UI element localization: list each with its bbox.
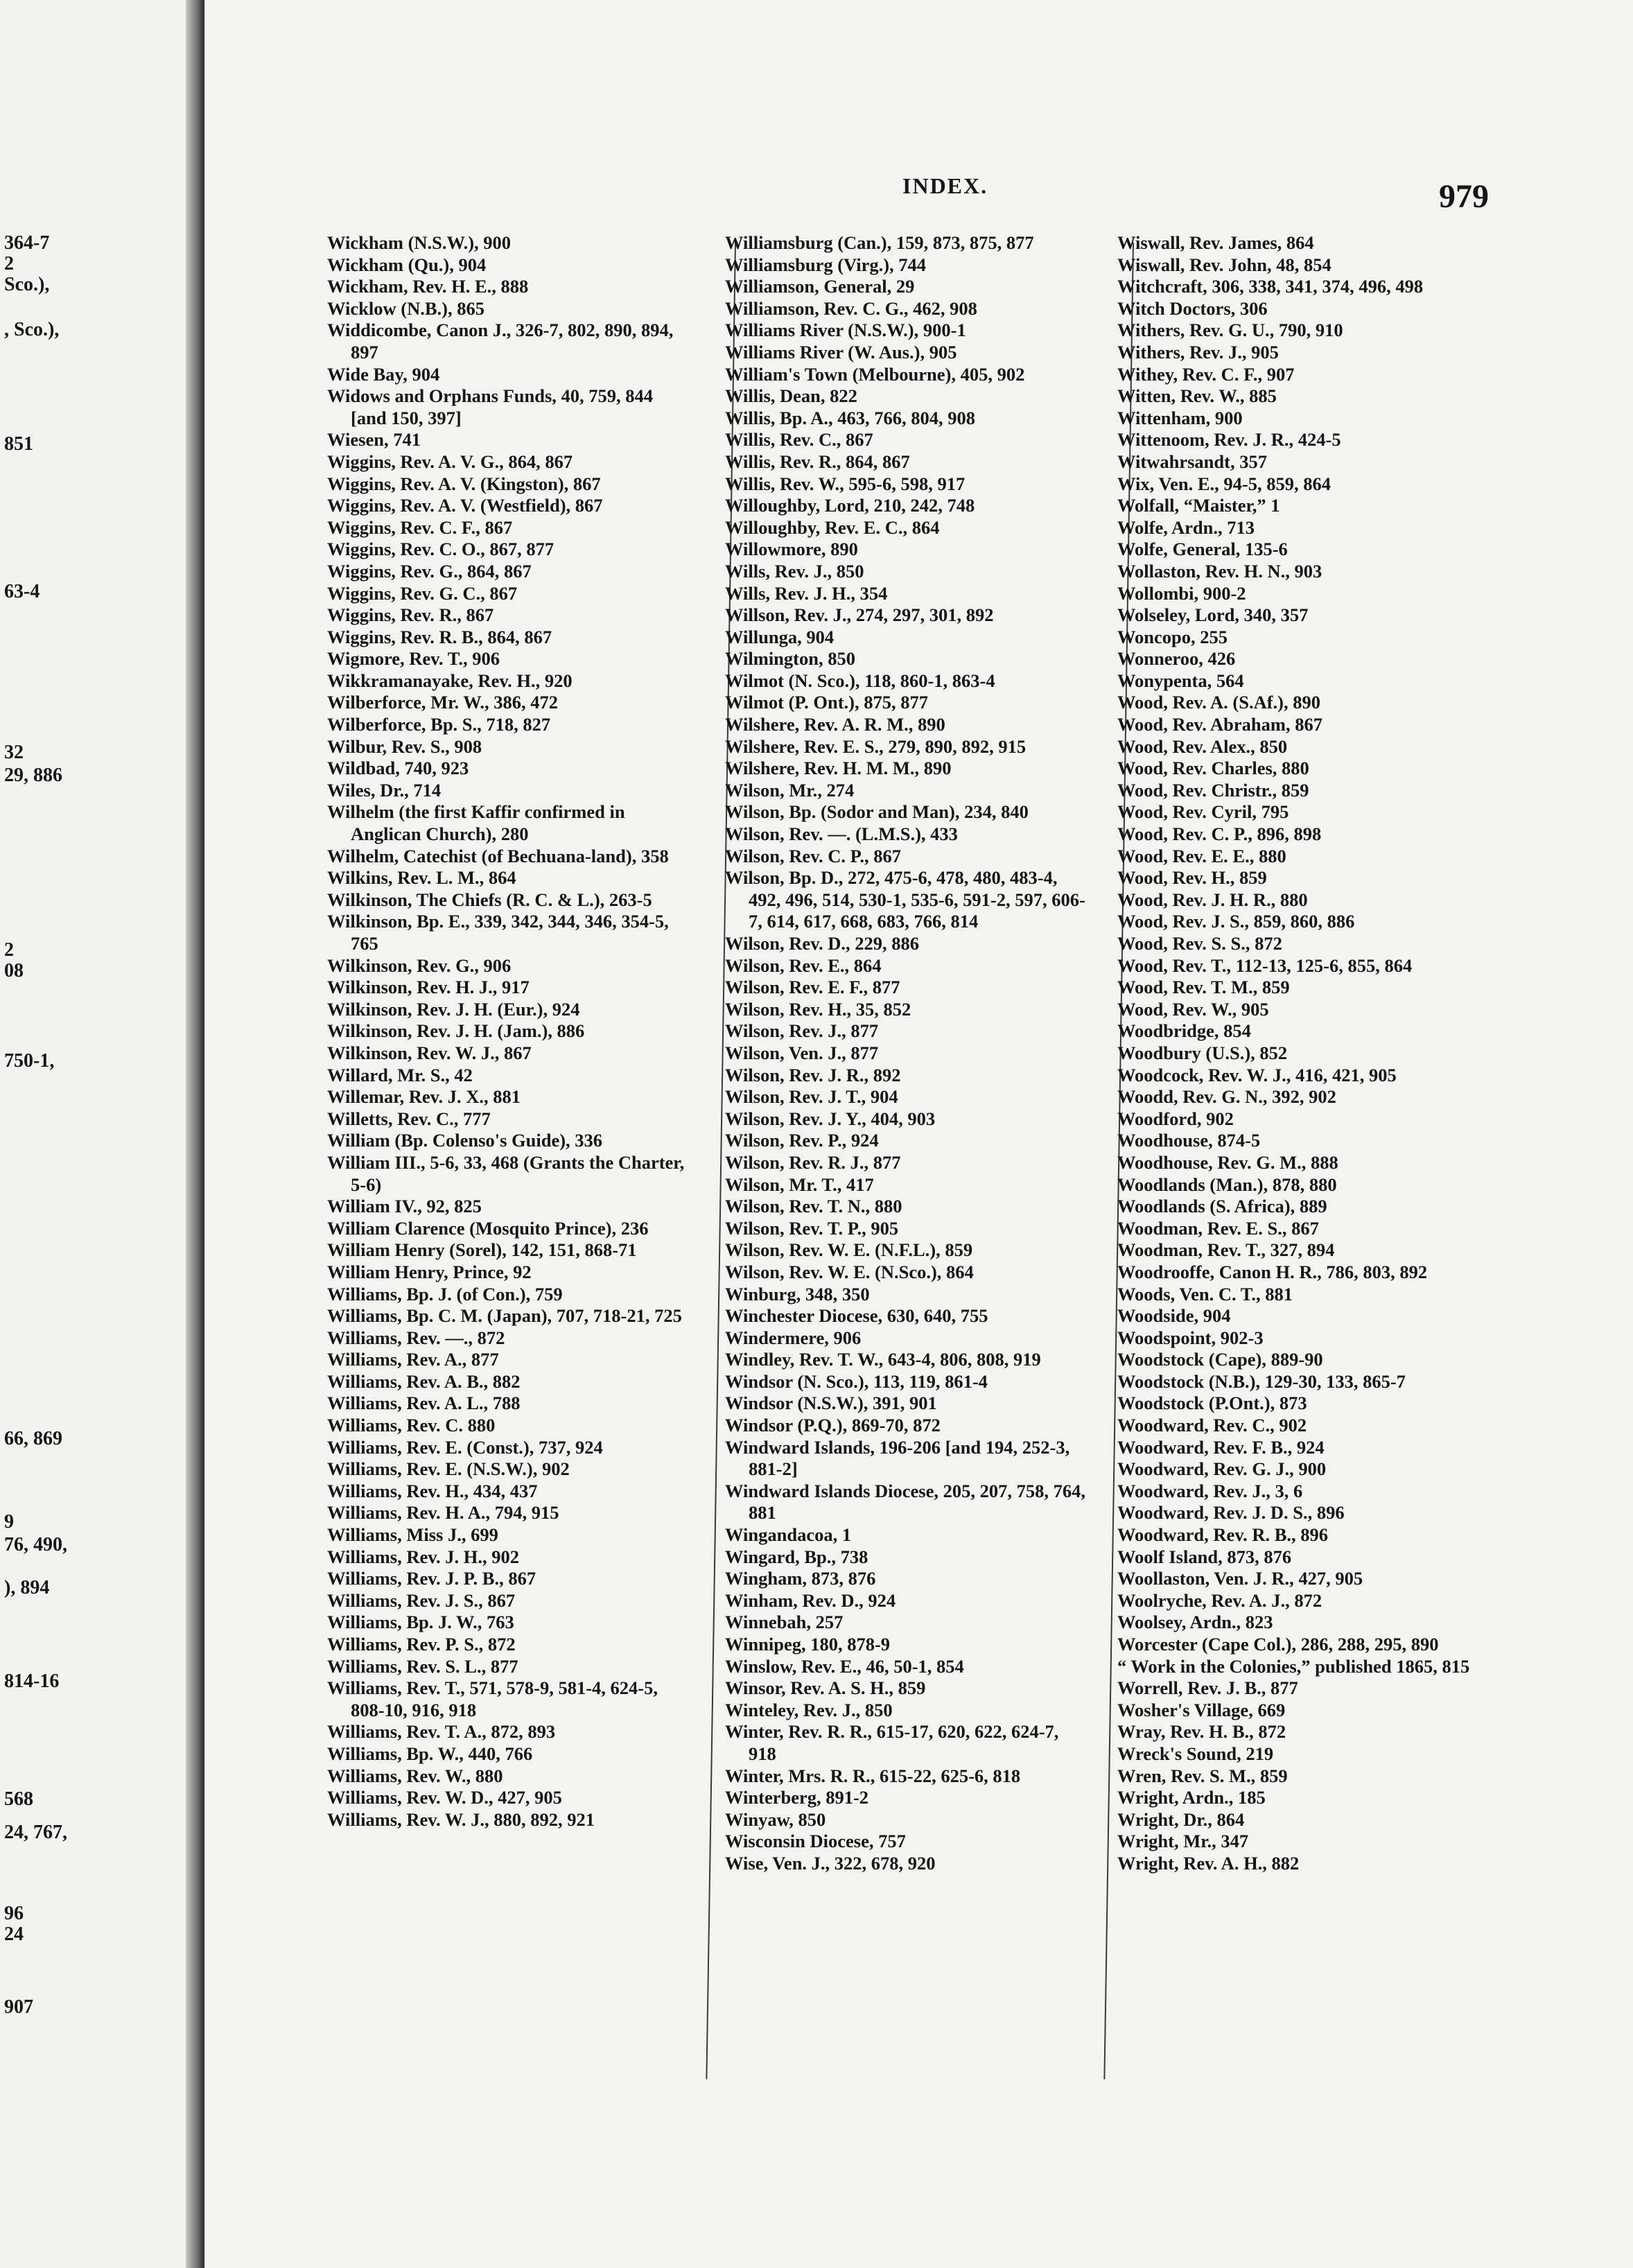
index-entry: Wilson, Rev. W. E. (N.Sco.), 864 <box>725 1261 974 1282</box>
index-entry: Wilson, Rev. J. R., 892 <box>725 1064 901 1085</box>
index-entry: Wickham (Qu.), 904 <box>327 254 487 275</box>
index-entry: William III., 5-6, 33, 468 (Grants the Charter, 5-6) <box>327 1151 685 1195</box>
previous-page-fragment: 32 <box>4 742 24 763</box>
index-entry: Wolfall, “Maister,” 1 <box>1117 495 1280 516</box>
index-entry: Wood, Rev. Charles, 880 <box>1117 758 1309 779</box>
index-entry: Wood, Rev. T. M., 859 <box>1117 977 1290 998</box>
index-entry: Wildbad, 740, 923 <box>327 758 469 779</box>
index-entry: Wilkinson, Rev. J. H. (Jam.), 886 <box>327 1020 585 1042</box>
index-entry: Wood, Rev. J. H. R., 880 <box>1117 889 1308 910</box>
index-entry: Williams, Bp. J. (of Con.), 759 <box>327 1283 563 1305</box>
index-entry: Wright, Mr., 347 <box>1117 1831 1249 1852</box>
index-entry: Woodward, Rev. C., 902 <box>1117 1415 1307 1436</box>
index-entry: Wonypenta, 564 <box>1117 670 1244 691</box>
index-entry: Wilson, Rev. T. P., 905 <box>725 1217 899 1239</box>
index-entry: Wood, Rev. Cyril, 795 <box>1117 801 1289 823</box>
index-entry: Wiggins, Rev. G., 864, 867 <box>327 560 532 582</box>
index-entry: Wingham, 873, 876 <box>725 1568 876 1589</box>
index-entry: Willowmore, 890 <box>725 539 858 560</box>
index-entry: Williams, Rev. P. S., 872 <box>327 1634 516 1655</box>
previous-page-fragment: 96 <box>4 1903 24 1924</box>
previous-page-fragment: 24, 767, <box>4 1822 67 1843</box>
index-entry: Woodside, 904 <box>1117 1305 1231 1327</box>
index-entry: Woollaston, Ven. J. R., 427, 905 <box>1117 1568 1363 1589</box>
index-entry: Wickham (N.S.W.), 900 <box>327 232 512 253</box>
index-entry: “ Work in the Colonies,” published 1865, 815 <box>1117 1655 1470 1677</box>
index-entry: Williams, Rev. S. L., 877 <box>327 1655 518 1677</box>
index-entry: Wilson, Rev. D., 229, 886 <box>725 933 919 954</box>
index-entry: Worrell, Rev. J. B., 877 <box>1117 1677 1298 1699</box>
index-entry: Wolfe, Ardn., 713 <box>1117 516 1255 538</box>
index-entry: Wood, Rev. W., 905 <box>1117 998 1269 1020</box>
index-column-3 <box>1117 232 1478 1875</box>
index-entry: Woodspoint, 902-3 <box>1117 1327 1264 1348</box>
index-entry: Woodward, Rev. J. D. S., 896 <box>1117 1502 1345 1524</box>
index-entry: Wilson, Bp. D., 272, 475-6, 478, 480, 483-4, 492, 496, 514, 530-1, 535-6, 591-2, 597, 606-7, 614, 617, 668, 683, 766, 814 <box>725 867 1085 932</box>
index-entry: Wilhelm (the first Kaffir confirmed in Anglican Church), 280 <box>327 801 625 845</box>
index-entry: Wood, Rev. J. S., 859, 860, 886 <box>1117 911 1355 932</box>
index-entry: Wilson, Ven. J., 877 <box>725 1042 879 1063</box>
index-entry: Wilmot (N. Sco.), 118, 860-1, 863-4 <box>725 670 995 691</box>
previous-page-fragment: Sco.), <box>4 274 50 295</box>
previous-page-fragment: 568 <box>4 1788 33 1810</box>
index-entry: Winslow, Rev. E., 46, 50-1, 854 <box>725 1655 964 1677</box>
index-entry: Willis, Rev. W., 595-6, 598, 917 <box>725 473 966 494</box>
index-entry: Wisconsin Diocese, 757 <box>725 1831 906 1852</box>
index-entry: Wigmore, Rev. T., 906 <box>327 648 500 670</box>
index-entry: Wiggins, Rev. G. C., 867 <box>327 582 518 604</box>
index-entry: Wollaston, Rev. H. N., 903 <box>1117 560 1322 582</box>
previous-page-fragment: 08 <box>4 960 24 982</box>
index-entry: Willis, Bp. A., 463, 766, 804, 908 <box>725 407 975 428</box>
index-entry: Wilson, Rev. H., 35, 852 <box>725 998 911 1020</box>
previous-page-fragment: 9 <box>4 1511 14 1533</box>
index-entry: Wise, Ven. J., 322, 678, 920 <box>725 1852 936 1874</box>
index-entry: Wilson, Rev. T. N., 880 <box>725 1196 902 1217</box>
index-entry: Winteley, Rev. J., 850 <box>725 1699 893 1720</box>
index-entry: Wood, Rev. Abraham, 867 <box>1117 714 1322 735</box>
index-entry: Wilson, Bp. (Sodor and Man), 234, 840 <box>725 801 1029 823</box>
index-entry: Wilkinson, Rev. G., 906 <box>327 954 512 976</box>
index-entry: William's Town (Melbourne), 405, 902 <box>725 363 1025 385</box>
index-entry: Widdicombe, Canon J., 326-7, 802, 890, 894, 897 <box>327 320 674 363</box>
index-entry: Williams, Rev. J. S., 867 <box>327 1589 516 1611</box>
index-entry: Woodward, Rev. G. J., 900 <box>1117 1458 1327 1480</box>
previous-page-fragment: 63-4 <box>4 581 40 602</box>
index-entry: Wren, Rev. S. M., 859 <box>1117 1765 1288 1786</box>
index-entry: Winham, Rev. D., 924 <box>725 1589 896 1611</box>
index-entry: Worcester (Cape Col.), 286, 288, 295, 890 <box>1117 1634 1439 1655</box>
index-entry: Wilson, Rev. J., 877 <box>725 1020 879 1042</box>
index-entry: Wittenoom, Rev. J. R., 424-5 <box>1117 429 1341 451</box>
index-entry: Williamsburg (Can.), 159, 873, 875, 877 <box>725 232 1034 253</box>
previous-page-fragment: 2 <box>4 939 14 961</box>
index-entry: Williams, Bp. J. W., 763 <box>327 1612 514 1633</box>
index-column-2 <box>725 232 1085 1875</box>
page-number: 979 <box>1439 178 1489 215</box>
previous-page-edge <box>0 0 193 2268</box>
index-entry: Windermere, 906 <box>725 1327 862 1348</box>
index-entry: Wilson, Rev. P., 924 <box>725 1130 879 1151</box>
previous-page-fragment: 66, 869 <box>4 1428 62 1449</box>
index-entry: Williams, Rev. J. H., 902 <box>327 1546 520 1567</box>
index-entry: Willemar, Rev. J. X., 881 <box>327 1086 521 1108</box>
index-entry: Woodstock (N.B.), 129-30, 133, 865-7 <box>1117 1370 1406 1392</box>
index-entry: Wix, Ven. E., 94-5, 859, 864 <box>1117 473 1331 494</box>
index-entry: Windsor (N. Sco.), 113, 119, 861-4 <box>725 1370 988 1392</box>
index-entry: Woolf Island, 873, 876 <box>1117 1546 1292 1567</box>
index-entry: Williams, Bp. C. M. (Japan), 707, 718-21, 725 <box>327 1305 682 1327</box>
index-entry: Wickham, Rev. H. E., 888 <box>327 276 529 297</box>
index-entry: Withers, Rev. G. U., 790, 910 <box>1117 320 1343 341</box>
index-entry: Wilkinson, Rev. J. H. (Eur.), 924 <box>327 998 580 1020</box>
index-entry: Williams, Rev. C. 880 <box>327 1415 496 1436</box>
index-entry: Wood, Rev. E. E., 880 <box>1117 845 1286 866</box>
index-entry: William Henry (Sorel), 142, 151, 868-71 <box>327 1239 637 1261</box>
index-entry: Williams, Rev. T., 571, 578-9, 581-4, 624-5, 808-10, 916, 918 <box>327 1677 658 1720</box>
index-entry: Williams, Rev. H., 434, 437 <box>327 1480 538 1501</box>
index-entry: Wilson, Rev. W. E. (N.F.L.), 859 <box>725 1239 973 1261</box>
index-entry: Witten, Rev. W., 885 <box>1117 385 1277 407</box>
index-entry: Williams, Rev. —., 872 <box>327 1327 505 1348</box>
index-entry: Winsor, Rev. A. S. H., 859 <box>725 1677 926 1699</box>
index-entry: Winter, Mrs. R. R., 615-22, 625-6, 818 <box>725 1765 1021 1786</box>
index-entry: Wills, Rev. J. H., 354 <box>725 582 888 604</box>
previous-page-fragment: 29, 886 <box>4 765 62 786</box>
index-entry: Woodman, Rev. T., 327, 894 <box>1117 1239 1335 1261</box>
index-entry: Willunga, 904 <box>725 626 835 647</box>
index-entry: Witch Doctors, 306 <box>1117 297 1268 319</box>
index-entry: Williams, Rev. T. A., 872, 893 <box>327 1721 556 1743</box>
index-entry: Williams, Rev. E. (N.S.W.), 902 <box>327 1458 570 1480</box>
index-entry: Winter, Rev. R. R., 615-17, 620, 622, 624-7, 918 <box>725 1721 1059 1764</box>
index-entry: Windward Islands Diocese, 205, 207, 758, 764, 881 <box>725 1480 1085 1524</box>
previous-page-fragment: 24 <box>4 1924 24 1945</box>
previous-page-fragment: 907 <box>4 1996 33 2018</box>
index-entry: Williamsburg (Virg.), 744 <box>725 254 927 275</box>
index-entry: Williams, Rev. W., 880 <box>327 1765 503 1786</box>
index-entry: Willard, Mr. S., 42 <box>327 1064 473 1085</box>
index-entry: Wiggins, Rev. A. V. (Westfield), 867 <box>327 495 603 516</box>
index-entry: Withey, Rev. C. F., 907 <box>1117 363 1295 385</box>
index-entry: Wilshere, Rev. H. M. M., 890 <box>725 758 952 779</box>
index-entry: Winburg, 348, 350 <box>725 1283 870 1305</box>
previous-page-fragment: 2 <box>4 253 14 274</box>
index-entry: Woodhouse, 874-5 <box>1117 1130 1261 1151</box>
index-entry: Wilhelm, Catechist (of Bechuana-land), 358 <box>327 845 669 866</box>
index-entry: William IV., 92, 825 <box>327 1196 482 1217</box>
index-entry: Williams, Rev. W. J., 880, 892, 921 <box>327 1808 595 1830</box>
index-entry: Wosher's Village, 669 <box>1117 1699 1286 1720</box>
index-entry: Williams, Rev. A. B., 882 <box>327 1370 521 1392</box>
index-entry: Wicklow (N.B.), 865 <box>327 297 484 319</box>
index-entry: Wood, Rev. S. S., 872 <box>1117 933 1282 954</box>
index-entry: Woodward, Rev. F. B., 924 <box>1117 1436 1325 1458</box>
index-entry: Wiswall, Rev. James, 864 <box>1117 232 1314 253</box>
index-entry: Wreck's Sound, 219 <box>1117 1743 1274 1764</box>
index-entry: Wilshere, Rev. A. R. M., 890 <box>725 714 945 735</box>
index-entry: Wiles, Dr., 714 <box>327 779 442 801</box>
index-entry: Williams, Rev. A. L., 788 <box>327 1393 521 1414</box>
index-entry: Wilkinson, The Chiefs (R. C. & L.), 263-5 <box>327 889 652 910</box>
index-entry: Winyaw, 850 <box>725 1808 826 1830</box>
index-entry: Woodlands (Man.), 878, 880 <box>1117 1174 1337 1195</box>
index-entry: Wright, Ardn., 185 <box>1117 1787 1266 1808</box>
index-entry: Woodbury (U.S.), 852 <box>1117 1042 1288 1063</box>
index-entry: Winchester Diocese, 630, 640, 755 <box>725 1305 988 1327</box>
index-entry: Wingard, Bp., 738 <box>725 1546 868 1567</box>
index-entry: Wiggins, Rev. R. B., 864, 867 <box>327 626 552 647</box>
index-entry: Woods, Ven. C. T., 881 <box>1117 1283 1293 1305</box>
index-entry: Woncopo, 255 <box>1117 626 1228 647</box>
index-entry: Widows and Orphans Funds, 40, 759, 844 [and 150, 397] <box>327 385 654 428</box>
index-entry: Windley, Rev. T. W., 643-4, 806, 808, 919 <box>725 1349 1041 1370</box>
index-entry: Wilkins, Rev. L. M., 864 <box>327 867 516 889</box>
index-entry: Wilson, Rev. C. P., 867 <box>725 845 902 866</box>
index-entry: Woodward, Rev. R. B., 896 <box>1117 1524 1329 1546</box>
index-entry: Woodward, Rev. J., 3, 6 <box>1117 1480 1303 1501</box>
index-entry: Wiesen, 741 <box>327 429 421 451</box>
index-entry: Wiggins, Rev. A. V. (Kingston), 867 <box>327 473 601 494</box>
index-entry: Wiswall, Rev. John, 48, 854 <box>1117 254 1331 275</box>
index-entry: Wilmot (P. Ont.), 875, 877 <box>725 692 928 713</box>
index-entry: Williamson, Rev. C. G., 462, 908 <box>725 297 977 319</box>
index-entry: Wood, Rev. Christr., 859 <box>1117 779 1309 801</box>
index-entry: Wiggins, Rev. R., 867 <box>327 604 494 626</box>
index-entry: Wood, Rev. H., 859 <box>1117 867 1267 889</box>
index-entry: Wolseley, Lord, 340, 357 <box>1117 604 1309 626</box>
index-entry: Windsor (P.Q.), 869-70, 872 <box>725 1415 941 1436</box>
index-entry: Woodhouse, Rev. G. M., 888 <box>1117 1151 1338 1173</box>
index-entry: Witchcraft, 306, 338, 341, 374, 496, 498 <box>1117 276 1424 297</box>
previous-page-fragment: ), 894 <box>4 1577 50 1598</box>
index-entry: Wills, Rev. J., 850 <box>725 560 864 582</box>
index-entry: Williams, Rev. E. (Const.), 737, 924 <box>327 1436 603 1458</box>
running-head: INDEX. <box>902 173 988 198</box>
index-entry: Wood, Rev. C. P., 896, 898 <box>1117 823 1322 845</box>
index-entry: Wilson, Rev. —. (L.M.S.), 433 <box>725 823 958 845</box>
index-entry: Woolryche, Rev. A. J., 872 <box>1117 1589 1322 1611</box>
index-entry: Willetts, Rev. C., 777 <box>327 1108 491 1129</box>
index-entry: Woodford, 902 <box>1117 1108 1234 1129</box>
previous-page-fragment: 364-7 <box>4 232 50 254</box>
index-entry: Wingandacoa, 1 <box>725 1524 852 1546</box>
index-entry: Wilshere, Rev. E. S., 279, 890, 892, 915 <box>725 735 1027 757</box>
index-entry: Wiggins, Rev. A. V. G., 864, 867 <box>327 451 573 472</box>
index-entry: Willis, Rev. C., 867 <box>725 429 873 451</box>
index-entry: Woodrooffe, Canon H. R., 786, 803, 892 <box>1117 1261 1428 1282</box>
index-entry: Wittenham, 900 <box>1117 407 1243 428</box>
index-entry: Woolsey, Ardn., 823 <box>1117 1612 1273 1633</box>
index-entry: Williams, Rev. W. D., 427, 905 <box>327 1787 562 1808</box>
index-entry: Wide Bay, 904 <box>327 363 440 385</box>
index-entry: William Henry, Prince, 92 <box>327 1261 532 1282</box>
index-entry: Wollombi, 900-2 <box>1117 582 1246 604</box>
index-entry: Wilson, Rev. E., 864 <box>725 954 882 976</box>
index-entry: Winnebah, 257 <box>725 1612 844 1633</box>
index-entry: Wilmington, 850 <box>725 648 855 670</box>
index-entry: Williams River (W. Aus.), 905 <box>725 341 957 363</box>
index-entry: Wilkinson, Rev. H. J., 917 <box>327 977 530 998</box>
index-entry: William (Bp. Colenso's Guide), 336 <box>327 1130 603 1151</box>
index-entry: Wolfe, General, 135-6 <box>1117 539 1288 560</box>
index-entry: Williams, Rev. A., 877 <box>327 1349 499 1370</box>
index-entry: Wilkinson, Rev. W. J., 867 <box>327 1042 532 1063</box>
index-entry: Windward Islands, 196-206 [and 194, 252-3, 881-2] <box>725 1436 1070 1480</box>
index-entry: Willoughby, Lord, 210, 242, 748 <box>725 495 975 516</box>
index-entry: Wiggins, Rev. C. O., 867, 877 <box>327 539 554 560</box>
previous-page-fragment: 76, 490, <box>4 1534 67 1555</box>
index-entry: Wonneroo, 426 <box>1117 648 1236 670</box>
previous-page-fragment: , Sco.), <box>4 319 60 340</box>
index-entry: Wilson, Rev. R. J., 877 <box>725 1151 901 1173</box>
index-entry: Woodstock (Cape), 889-90 <box>1117 1349 1323 1370</box>
index-entry: Wilson, Rev. E. F., 877 <box>725 977 900 998</box>
index-entry: Williams, Rev. H. A., 794, 915 <box>327 1502 559 1524</box>
index-entry: Withers, Rev. J., 905 <box>1117 341 1279 363</box>
index-entry: Wilkinson, Bp. E., 339, 342, 344, 346, 354-5, 765 <box>327 911 669 954</box>
index-entry: Woodstock (P.Ont.), 873 <box>1117 1393 1307 1414</box>
index-entry: Winterberg, 891-2 <box>725 1787 869 1808</box>
index-entry: Wilson, Mr. T., 417 <box>725 1174 874 1195</box>
index-entry: Woodman, Rev. E. S., 867 <box>1117 1217 1319 1239</box>
index-entry: Wiggins, Rev. C. F., 867 <box>327 516 513 538</box>
index-entry: Winnipeg, 180, 878-9 <box>725 1634 891 1655</box>
index-entry: Willis, Dean, 822 <box>725 385 857 407</box>
index-entry: Willson, Rev. J., 274, 297, 301, 892 <box>725 604 994 626</box>
index-entry: Wilson, Rev. J. Y., 404, 903 <box>725 1108 936 1129</box>
index-entry: Wood, Rev. Alex., 850 <box>1117 735 1288 757</box>
index-entry: Williams, Bp. W., 440, 766 <box>327 1743 533 1764</box>
index-entry: Wood, Rev. T., 112-13, 125-6, 855, 864 <box>1117 954 1413 976</box>
index-entry: William Clarence (Mosquito Prince), 236 <box>327 1217 649 1239</box>
index-entry: Woodlands (S. Africa), 889 <box>1117 1196 1327 1217</box>
index-entry: Wilberforce, Mr. W., 386, 472 <box>327 692 558 713</box>
index-entry: Williamson, General, 29 <box>725 276 915 297</box>
index-entry: Wood, Rev. A. (S.Af.), 890 <box>1117 692 1320 713</box>
index-entry: Williams, Miss J., 699 <box>327 1524 498 1546</box>
index-entry: Wilson, Rev. J. T., 904 <box>725 1086 898 1108</box>
index-entry: Wikkramanayake, Rev. H., 920 <box>327 670 573 691</box>
index-entry: Wright, Dr., 864 <box>1117 1808 1245 1830</box>
index-column-1 <box>327 232 688 1831</box>
index-entry: Wray, Rev. H. B., 872 <box>1117 1721 1286 1743</box>
index-entry: Wilberforce, Bp. S., 718, 827 <box>327 714 551 735</box>
index-entry: Woodbridge, 854 <box>1117 1020 1251 1042</box>
index-entry: Witwahrsandt, 357 <box>1117 451 1267 472</box>
previous-page-fragment: 814-16 <box>4 1671 60 1692</box>
index-entry: Williams River (N.S.W.), 900-1 <box>725 320 966 341</box>
index-entry: Woodd, Rev. G. N., 392, 902 <box>1117 1086 1336 1108</box>
index-entry: Wilbur, Rev. S., 908 <box>327 735 482 757</box>
index-entry: Woodcock, Rev. W. J., 416, 421, 905 <box>1117 1064 1397 1085</box>
index-entry: Willoughby, Rev. E. C., 864 <box>725 516 940 538</box>
index-entry: Willis, Rev. R., 864, 867 <box>725 451 910 472</box>
index-entry: Wilson, Mr., 274 <box>725 779 855 801</box>
previous-page-fragment: 750-1, <box>4 1050 55 1072</box>
index-entry: Williams, Rev. J. P. B., 867 <box>327 1568 536 1589</box>
index-entry: Wright, Rev. A. H., 882 <box>1117 1852 1300 1874</box>
index-entry: Windsor (N.S.W.), 391, 901 <box>725 1393 937 1414</box>
previous-page-fragment: 851 <box>4 433 33 455</box>
